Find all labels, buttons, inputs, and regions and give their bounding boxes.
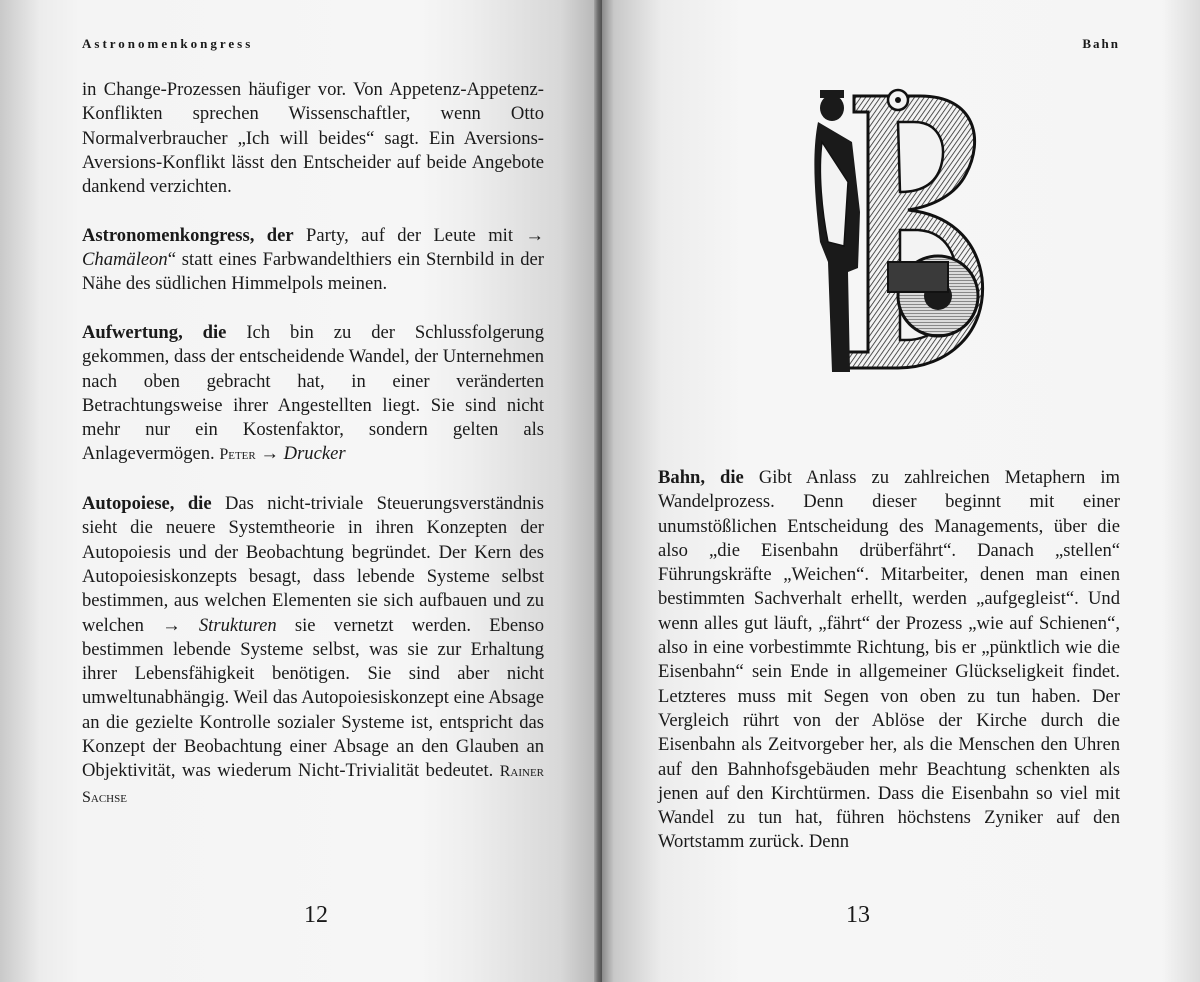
page-number-right: 13 [846, 902, 870, 928]
entry-astronomenkongress [82, 224, 544, 297]
author-name: Peter [219, 446, 256, 464]
entry-text: sie vernetzt werden. Ebenso bestimmen lebende Systeme selbst, was sie zur Erhaltung ihrer Lebensfähigkeit benötigen. Sie sind aber nicht umweltunabhängig. Weil das Autopoiesiskonzept eine Absage an die gezielte Kontrolle sozialer Systeme ist, entspricht das Konzept der Beobachtung einer Absage an den Glauben an Objektivität, was wiederum Nicht-Trivialität bedeutet. [82, 614, 544, 782]
entry-term: Autopoiese, die [82, 493, 212, 515]
entry-aufwertung [82, 321, 544, 468]
book-gutter [594, 0, 602, 982]
entry-bahn [658, 466, 1120, 855]
entry-text: Das nicht-triviale Steuerungsverständnis sieht die neuere Systemtheorie in ihren Konzepten der Autopoiesis und der Beobachtung begründet. Der Kern des Autopoiesiskonzepts besagt, dass lebende Systeme selbst bestimmen, aus welchen Elementen sie sich aufbauen und zu welchen → [82, 493, 544, 636]
cross-reference: Strukturen [198, 614, 277, 636]
entry-text: “ statt eines Farbwandelthiers ein Sternbild in der Nähe des südlichen Himmelpols meinen. [82, 249, 544, 295]
page-number-left: 12 [304, 902, 328, 928]
intro-paragraph: in Change-Prozessen häufiger vor. Von Appetenz-Appetenz-Konflikten sprechen Wissenschaftler, wenn Otto Normalverbraucher „Ich will beides“ sagt. Ein Aversions-Aversions-Konflikt lässt den Entscheider auf beide Angebote dankend verzichten. [82, 79, 544, 198]
left-page [0, 0, 594, 982]
author-name: Rainer Sachse [82, 763, 544, 806]
right-page-body [658, 466, 1120, 879]
cross-reference: Chamäleon [82, 249, 168, 271]
running-head-left: Astronomenkongress [82, 36, 254, 51]
initial-letter-b-illustration [788, 82, 1008, 392]
entry-autopoiese [82, 492, 544, 810]
entry-term: Bahn, die [658, 467, 744, 488]
entry-text: Party, auf der Leute mit → [293, 224, 544, 246]
entry-text: Gibt Anlass zu zahlreichen Metaphern im Wandelprozess. Denn dieser beginnt mit einer unumstößlichen Entscheidung des Managements, über die also „die Eisenbahn drüberfährt“. Danach „stellen“ Führungskräfte „Weichen“. Mitarbeiter, denen man einen bestimmten Sachverhalt erhellt, werden „aufgegleist“. Und wenn alles gut läuft, „fährt“ der Prozess „wie auf Schienen“, also in eine vorbestimmte Richtung, bis er „pünktlich wie die Eisenbahn“ sein Ende in allgemeiner Glückseligkeit findet. Letzteres muss mit Segen von oben zu tun haben. Der Vergleich rührt von der Ablöse der Kirche durch die Eisenbahn als Zeitvorgeber her, als die Menschen den Uhren auf den Bahnhofsgebäuden mehr Beachtung schenkten als jenen auf den Kirchtürmen. Dass die Eisenbahn so viel mit Wandel zu tun hat, führen höchstens Zyniker auf den Wortstamm zurück. Denn [658, 467, 1120, 853]
entry-text: → [255, 443, 284, 465]
left-page-body [82, 78, 544, 834]
running-head-right: Bahn [1082, 36, 1120, 51]
entry-text: Ich bin zu der Schlussfolgerung gekommen, dass der entscheidende Wandel, der Unternehmen nach oben gebracht hat, in einer veränderten Betrachtungsweise ihrer Angestellten liegt. Sie sind nicht mehr nur ein Kostenfaktor, sondern gelten als Anlagevermögen. [82, 321, 545, 465]
right-page [602, 0, 1200, 982]
entry-term: Aufwertung, die [82, 321, 227, 343]
cross-reference: Drucker [283, 443, 346, 465]
entry-term: Astronomenkongress, der [82, 224, 294, 246]
